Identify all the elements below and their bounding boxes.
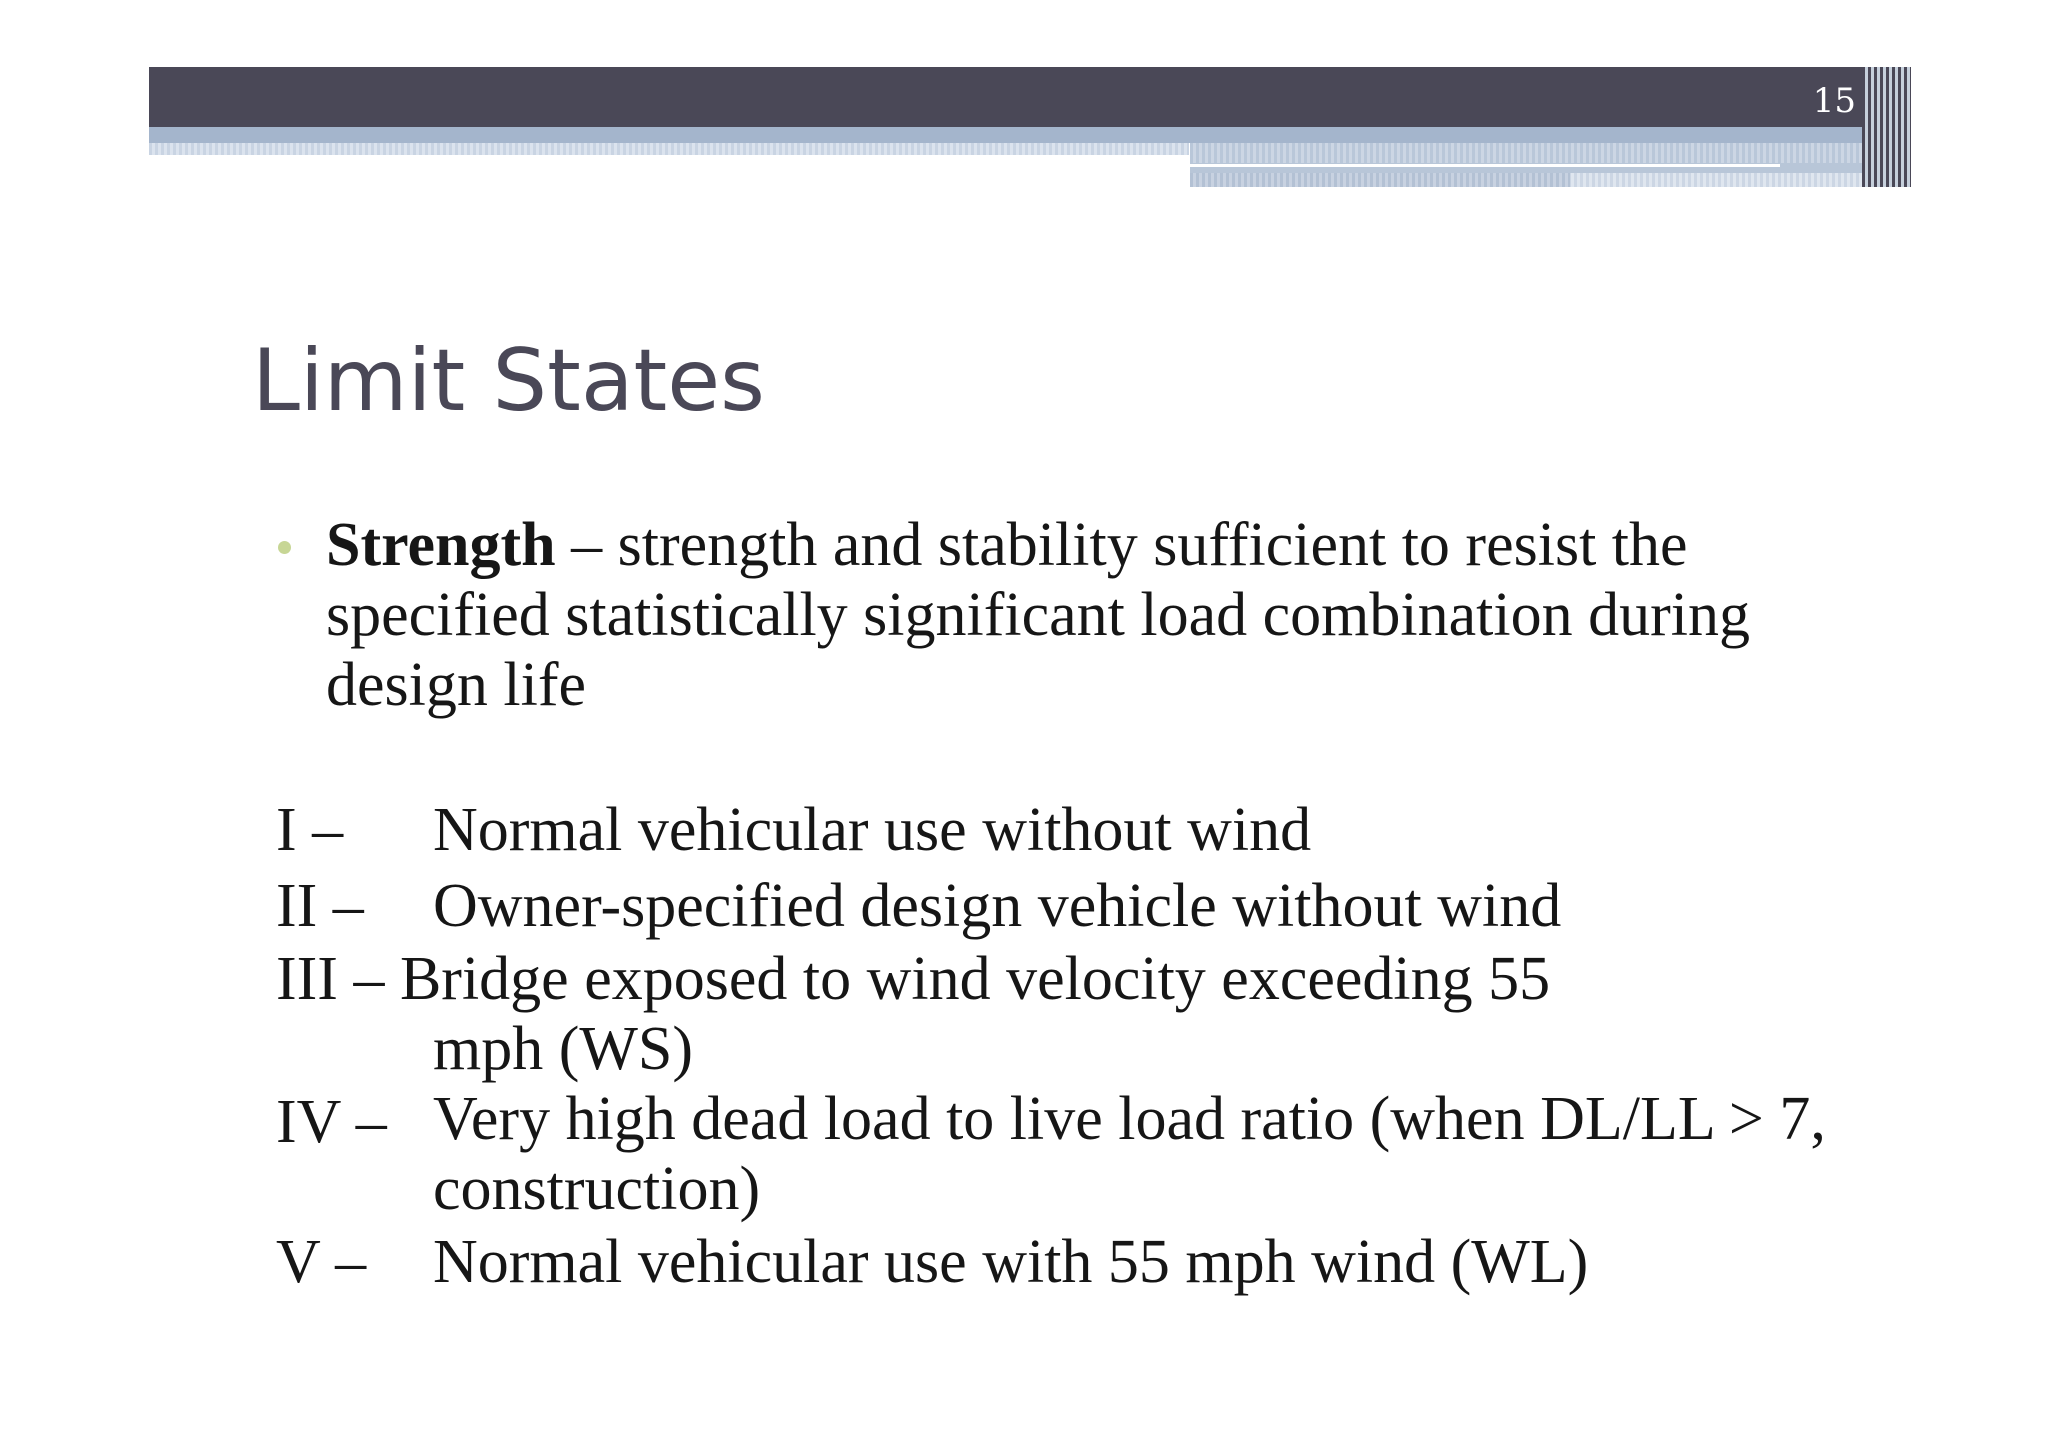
state-label: II –: [276, 872, 364, 940]
header-band: [149, 67, 1911, 127]
state-label: I –: [276, 796, 344, 864]
state-text-continued: mph (WS): [433, 1015, 694, 1083]
header-accent-bar: [149, 127, 1911, 143]
state-text: [276, 944, 1836, 1014]
header-end-stripes: [1862, 67, 1911, 187]
header-accent-bar: [1190, 143, 1911, 163]
state-label: IV –: [276, 1088, 387, 1156]
bullet-term: Strength: [326, 511, 556, 579]
state-label: V –: [276, 1228, 367, 1296]
state-text-first: Bridge exposed to wind velocity exceeding 55: [399, 945, 1551, 1013]
header-accent-bar: [1190, 173, 1570, 187]
list-item: [276, 944, 1836, 1084]
state-text: Owner-specified design vehicle without wind: [433, 872, 1562, 940]
bullet-dot-icon: [278, 541, 291, 554]
list-item: [276, 792, 1836, 868]
slide-title: Limit States: [252, 331, 765, 431]
list-item: [276, 1084, 1836, 1224]
state-text: Normal vehicular use with 55 mph wind (WL): [433, 1228, 1589, 1296]
state-text: Normal vehicular use without wind: [433, 796, 1312, 864]
header-accent-bar: [149, 143, 1189, 155]
limit-states-list: [276, 792, 1836, 1300]
page-number: 15: [1812, 81, 1856, 121]
bullet-text: [326, 510, 1826, 720]
state-text: Very high dead load to live load ratio (when DL/LL > 7, construction): [433, 1085, 1826, 1223]
list-item: [276, 1224, 1836, 1300]
list-item: [276, 868, 1836, 944]
bullet-description: – strength and stability sufficient to resist the specified statistically significant load combination during design life: [326, 511, 1750, 719]
state-label: III –: [276, 945, 385, 1013]
header-accent-line: [1190, 164, 1780, 167]
